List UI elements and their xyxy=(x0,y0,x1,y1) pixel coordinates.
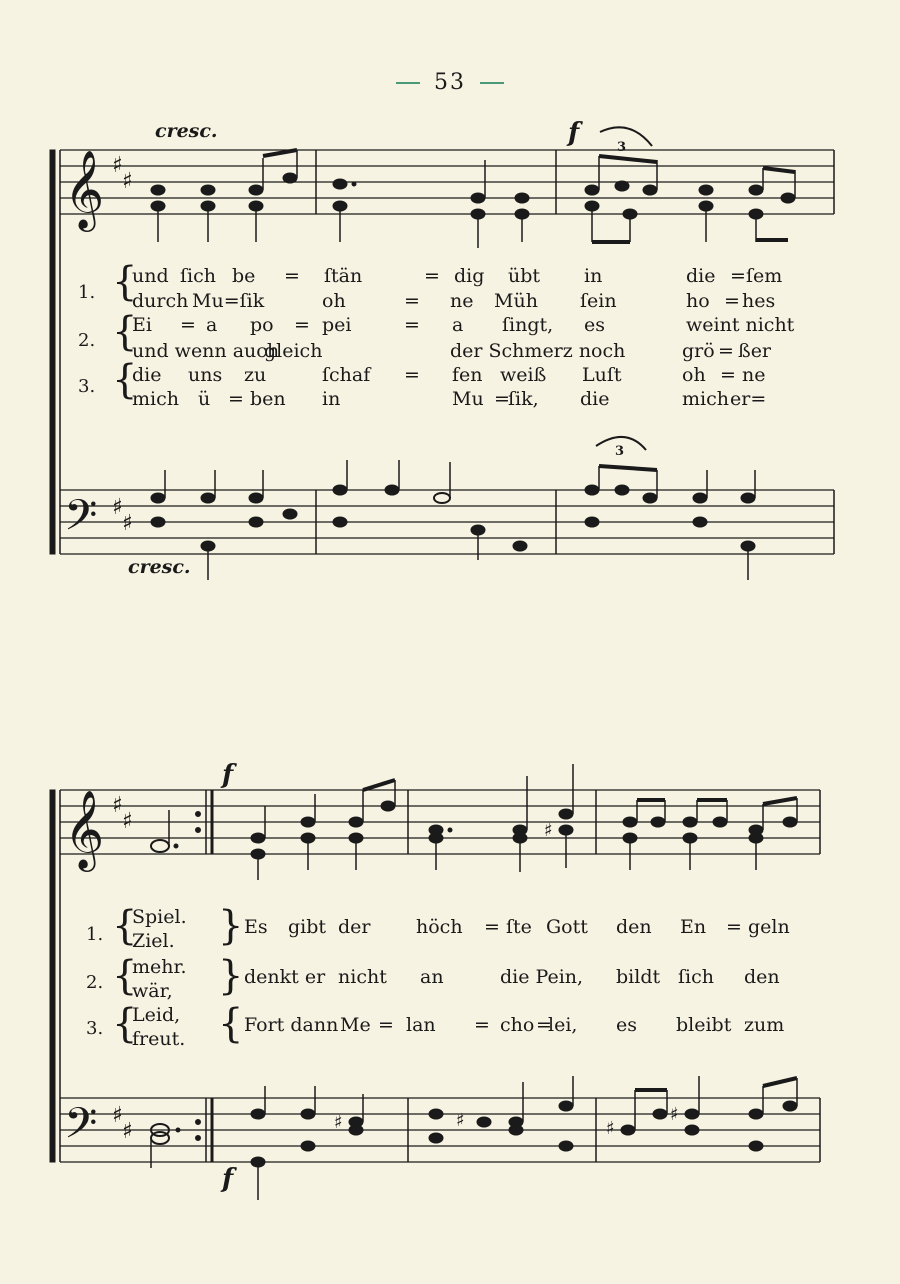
lyric-syllable: ne xyxy=(450,290,474,312)
lyric-syllable: ho xyxy=(686,290,710,312)
lyric-syllable: = xyxy=(404,314,420,336)
lyric-syllable: = xyxy=(474,1014,490,1036)
lyric-syllable: ü xyxy=(198,388,211,410)
lyric-syllable: = xyxy=(720,364,736,386)
lyric-syllable: bildt xyxy=(616,966,661,988)
system1-treble-notes xyxy=(151,127,795,248)
verse-brace: { xyxy=(112,903,138,949)
verse-brace: { xyxy=(112,309,138,355)
verse-brace: } xyxy=(218,903,244,949)
sharp-icon: ♯ xyxy=(122,809,133,834)
lyric-syllable: es xyxy=(584,314,605,336)
lyric-syllable: ſein xyxy=(580,290,617,312)
sharp-icon: ♯ xyxy=(122,169,133,194)
lyric-syllable: in xyxy=(322,388,341,410)
system1-bass-notes xyxy=(151,437,755,580)
lyric-syllable: = xyxy=(294,314,310,336)
lyric-syllable: po xyxy=(250,314,274,336)
lyric-syllable: ßer xyxy=(738,340,772,362)
lyric-syllable: hes xyxy=(742,290,776,312)
lyric-syllable: gleich xyxy=(264,340,323,362)
sharp-icon: ♯ xyxy=(122,511,133,536)
triplet-number-top: 3 xyxy=(617,140,627,155)
verse-number: 3. xyxy=(86,1018,104,1039)
page-number: 53 xyxy=(0,70,900,95)
sharp-icon: ♯ xyxy=(112,1103,123,1128)
lyric-syllable: fen xyxy=(452,364,483,386)
verse-brace: { xyxy=(112,953,138,999)
lyric-syllable: wär, xyxy=(132,980,173,1002)
lyric-syllable: höch xyxy=(416,916,463,938)
lyric-syllable: = xyxy=(284,265,300,287)
lyric-syllable: der Schmerz noch xyxy=(450,340,626,362)
sharp-icon: ♯ xyxy=(112,153,123,178)
lyric-syllable: Mu xyxy=(452,388,484,410)
sharp-icon: ♯ xyxy=(122,1119,133,1144)
lyric-syllable: = xyxy=(718,340,734,362)
lyric-syllable: Luſt xyxy=(582,364,622,386)
repeat-dot xyxy=(196,1136,201,1141)
lyric-syllable: ſchaf xyxy=(322,364,371,386)
lyric-syllable: den xyxy=(744,966,780,988)
lyric-syllable: = xyxy=(730,265,746,287)
forte-marking-bass2: f xyxy=(222,1164,234,1194)
lyric-syllable: es xyxy=(616,1014,637,1036)
system2-bracket xyxy=(50,790,55,1162)
lyric-syllable: durch xyxy=(132,290,189,312)
lyric-syllable: gibt xyxy=(288,916,327,938)
lyric-syllable: = xyxy=(180,314,196,336)
lyric-syllable: En xyxy=(680,916,707,938)
lyric-syllable: der xyxy=(338,916,371,938)
cresc-marking-bass: cresc. xyxy=(128,556,191,578)
lyric-syllable: = xyxy=(228,388,244,410)
lyric-syllable: pei xyxy=(322,314,352,336)
forte-marking-top: f xyxy=(568,118,580,148)
lyric-syllable: = xyxy=(378,1014,394,1036)
lyric-syllable: = xyxy=(726,916,742,938)
treble-clef-icon: 𝄞 xyxy=(64,150,105,229)
bass-clef-icon: 𝄢 xyxy=(64,1099,98,1159)
lyric-syllable: ſich xyxy=(678,966,714,988)
verse-number: 1. xyxy=(86,924,104,945)
lyric-syllable: bleibt xyxy=(676,1014,732,1036)
lyric-syllable: ſich xyxy=(180,265,216,287)
sharp-icon: ♯ xyxy=(112,793,123,818)
lyric-syllable: = xyxy=(536,1014,552,1036)
lyric-syllable: Gott xyxy=(546,916,588,938)
lyric-syllable: = xyxy=(404,290,420,312)
lyric-syllable: be xyxy=(232,265,256,287)
forte-marking-system2: f xyxy=(222,760,234,790)
lyric-syllable: grö xyxy=(682,340,715,362)
lyric-syllable: übt xyxy=(508,265,541,287)
svg-text:♯: ♯ xyxy=(606,1118,615,1139)
verse-number: 2. xyxy=(86,972,104,993)
repeat-dot xyxy=(196,812,201,817)
lyric-syllable: Mu=ſik xyxy=(192,290,265,312)
svg-text:♯: ♯ xyxy=(334,1112,343,1133)
sharp-icon: ♯ xyxy=(112,495,123,520)
repeat-dot xyxy=(196,828,201,833)
lyric-syllable: ſte xyxy=(506,916,532,938)
lyric-syllable: lei, xyxy=(548,1014,578,1036)
verse-brace: { xyxy=(112,259,138,305)
system1-bracket xyxy=(50,150,55,554)
lyric-syllable: a xyxy=(452,314,464,336)
lyric-syllable: = xyxy=(484,916,500,938)
lyric-syllable: geln xyxy=(748,916,790,938)
lyric-syllable: zum xyxy=(744,1014,785,1036)
lyric-syllable: freut. xyxy=(132,1028,186,1050)
lyric-syllable: ſingt, xyxy=(502,314,554,336)
lyric-syllable: die xyxy=(132,364,162,386)
lyric-syllable: den xyxy=(616,916,652,938)
lyric-syllable: ſik, xyxy=(508,388,539,410)
lyric-syllable: weiß xyxy=(500,364,547,386)
lyric-syllable: Es xyxy=(244,916,268,938)
verse-brace: } xyxy=(218,953,244,999)
cresc-marking-top: cresc. xyxy=(155,120,218,142)
lyric-syllable: mich xyxy=(682,388,729,410)
lyric-syllable: oh xyxy=(322,290,346,312)
lyric-syllable: die Pein, xyxy=(500,966,584,988)
lyric-syllable: und wenn auch xyxy=(132,340,280,362)
repeat-dot xyxy=(196,1120,201,1125)
lyric-syllable: zu xyxy=(244,364,267,386)
lyric-syllable: weint nicht xyxy=(686,314,795,336)
system2-bass-staff xyxy=(60,1098,820,1162)
svg-text:♯: ♯ xyxy=(456,1110,465,1131)
lyric-syllable: ne xyxy=(742,364,766,386)
lyric-syllable: mich xyxy=(132,388,179,410)
lyric-syllable: = xyxy=(494,388,510,410)
verse-number: 3. xyxy=(78,376,96,397)
lyric-syllable: und xyxy=(132,265,169,287)
svg-text:♯: ♯ xyxy=(670,1104,679,1125)
lyric-syllable: = xyxy=(724,290,740,312)
verse-brace: { xyxy=(112,1001,138,1047)
lyric-syllable: an xyxy=(420,966,444,988)
lyric-syllable: = xyxy=(424,265,440,287)
verse-number: 2. xyxy=(78,330,96,351)
lyric-syllable: in xyxy=(584,265,603,287)
lyric-syllable: cho xyxy=(500,1014,535,1036)
triplet-number-bass: 3 xyxy=(615,444,625,459)
lyric-syllable: er= xyxy=(730,388,767,410)
verse-number: 1. xyxy=(78,282,96,303)
lyric-syllable: Müh xyxy=(494,290,538,312)
lyric-syllable: dig xyxy=(454,265,485,287)
lyric-syllable: ſtän xyxy=(324,265,363,287)
bass-clef-icon: 𝄢 xyxy=(64,491,98,551)
lyric-syllable: ben xyxy=(250,388,286,410)
lyric-syllable: lan xyxy=(406,1014,436,1036)
lyric-syllable: ſem xyxy=(746,265,783,287)
svg-text:♯: ♯ xyxy=(544,820,553,841)
lyric-syllable: Ei xyxy=(132,314,152,336)
system1-treble-staff xyxy=(60,150,834,214)
lyric-syllable: a xyxy=(206,314,218,336)
lyric-syllable: Leid, xyxy=(132,1004,181,1026)
lyric-syllable: Ziel. xyxy=(132,930,175,952)
verse-brace: { xyxy=(112,357,138,403)
lyric-syllable: die xyxy=(580,388,610,410)
system2-bass-notes xyxy=(151,1076,797,1200)
lyric-syllable: Fort dann xyxy=(244,1014,339,1036)
lyric-syllable: uns xyxy=(188,364,223,386)
verse-brace: { xyxy=(218,1001,244,1047)
lyric-syllable: denkt er xyxy=(244,966,326,988)
lyric-syllable: Me xyxy=(340,1014,371,1036)
treble-clef-icon: 𝄞 xyxy=(64,790,105,869)
lyric-syllable: die xyxy=(686,265,716,287)
system1-bass-staff xyxy=(60,490,834,554)
lyric-syllable: oh xyxy=(682,364,706,386)
lyric-syllable: Spiel. xyxy=(132,906,187,928)
lyric-syllable: mehr. xyxy=(132,956,187,978)
lyric-syllable: = xyxy=(404,364,420,386)
lyric-syllable: nicht xyxy=(338,966,387,988)
